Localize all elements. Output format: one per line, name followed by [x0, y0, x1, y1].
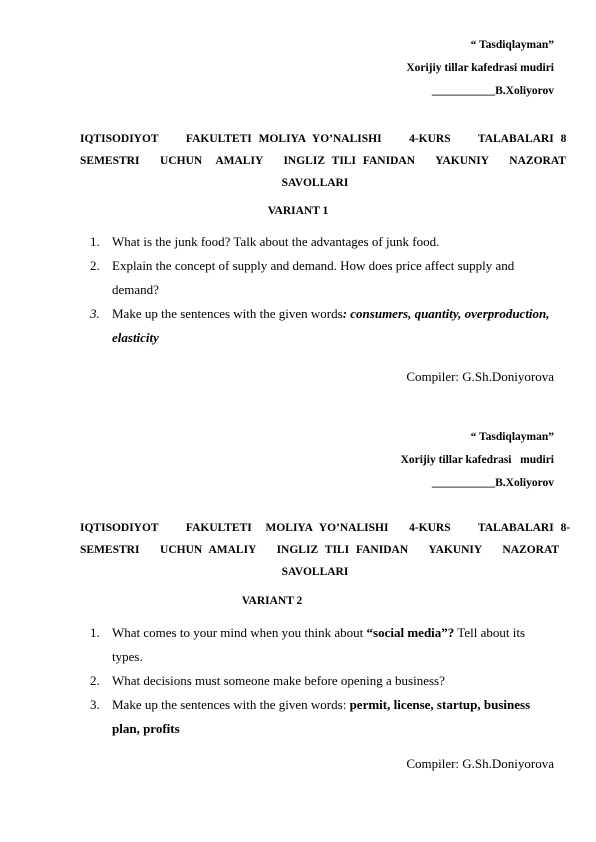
question-text: What comes to your mind when you think about — [112, 625, 367, 640]
question-text: Make up the sentences with the given words: — [112, 697, 350, 712]
question-item — [90, 621, 550, 669]
header-line: IQTISODIYOT FAKULTETI MOLIYA YO’NALISHI 4-KURS TALABALARI 8 — [80, 133, 567, 145]
approval-block-2 — [401, 426, 554, 495]
question-text: Tell about its types. — [112, 625, 526, 664]
variant-label-2: VARIANT 2 — [241, 595, 303, 607]
variant-label-1: VARIANT 1 — [267, 205, 329, 217]
question-text: What decisions must someone make before opening a business? — [112, 673, 445, 688]
question-item — [90, 693, 550, 741]
given-words: permit, license, startup, business plan, profits — [112, 697, 531, 736]
approval-position: Xorijiy tillar kafedrasi mudiri — [400, 454, 554, 466]
question-text: Make up the sentences with the given words — [112, 306, 343, 321]
question-number: 1. — [90, 625, 100, 640]
approval-block-1 — [406, 34, 554, 103]
question-number: 3. — [90, 697, 100, 712]
header-line: SEMESTRI UCHUN AMALIY INGLIZ TILI FANIDAN YAKUNIY NAZORAT — [80, 544, 560, 556]
question-number: 2. — [90, 673, 100, 688]
question-text: What is the junk food? Talk about the advantages of junk food. — [112, 234, 440, 249]
question-list-1 — [90, 230, 550, 350]
question-number: 1. — [90, 234, 100, 249]
exam-header-2 — [80, 517, 571, 583]
given-words: : consumers, quantity, overproduction, elasticity — [112, 306, 550, 345]
approval-signature: ___________B.Xoliyorov — [431, 477, 554, 489]
question-number: 3. — [90, 306, 100, 321]
approval-title: “ Tasdiqlayman” — [470, 431, 554, 443]
compiler-line-1: Compiler: G.Sh.Doniyorova — [406, 369, 554, 384]
question-list-2 — [90, 621, 550, 741]
approval-signature: ___________B.Xoliyorov — [431, 85, 554, 97]
approval-title: “ Tasdiqlayman” — [470, 39, 554, 51]
question-item — [90, 669, 550, 693]
compiler-line-2: Compiler: G.Sh.Doniyorova — [406, 756, 554, 771]
header-line: SAVOLLARI — [281, 566, 349, 578]
exam-header-1 — [80, 128, 567, 194]
header-line: SEMESTRI UCHUN AMALIY INGLIZ TILI FANIDAN YAKUNIY NAZORAT — [80, 155, 566, 167]
header-line: SAVOLLARI — [281, 177, 349, 189]
question-item — [90, 254, 550, 302]
question-text: Explain the concept of supply and demand. How does price affect supply and demand? — [112, 258, 515, 297]
question-item — [90, 230, 550, 254]
question-item — [90, 302, 550, 350]
approval-position: Xorijiy tillar kafedrasi mudiri — [406, 62, 554, 74]
header-line: IQTISODIYOT FAKULTETI MOLIYA YO’NALISHI 4-KURS TALABALARI 8- — [80, 522, 571, 534]
question-number: 2. — [90, 258, 100, 273]
question-emphasis: “social media”? — [366, 625, 455, 640]
